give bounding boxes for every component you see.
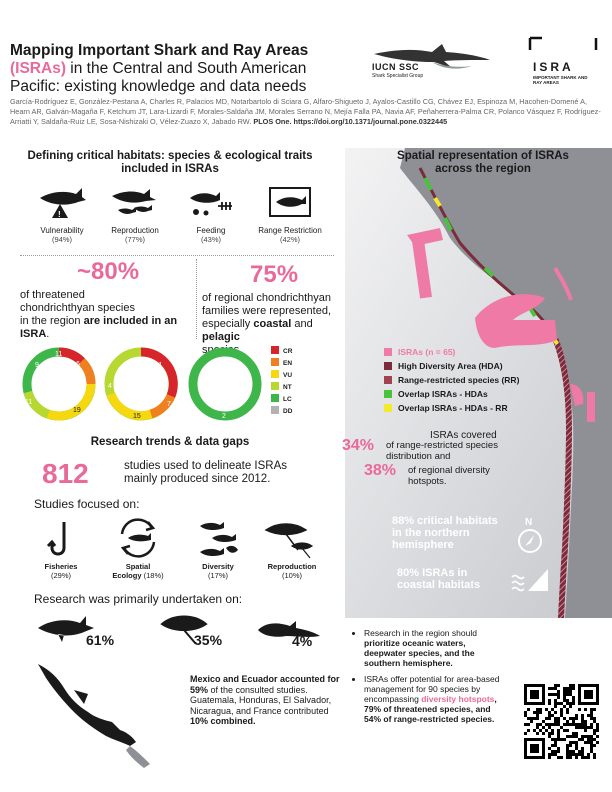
donut-rays bbox=[108, 352, 173, 420]
divider bbox=[20, 255, 334, 256]
trait-feeding bbox=[171, 226, 251, 244]
study-label: Fisheries bbox=[44, 562, 78, 571]
traits-heading: Defining critical habitats: species & ecological traits included in ISRAs bbox=[27, 150, 313, 175]
country-summary bbox=[190, 674, 340, 727]
finding-1 bbox=[364, 628, 504, 668]
map-legend-item bbox=[384, 359, 519, 373]
study-pct: (10%) bbox=[281, 571, 302, 580]
trait-pct: (42%) bbox=[279, 235, 300, 244]
covered-34: 34% bbox=[342, 437, 375, 454]
study-diversity bbox=[178, 562, 258, 580]
finding-1-text: Research in the region should bbox=[364, 628, 477, 638]
legend-swatch bbox=[384, 376, 392, 384]
fishhook-icon bbox=[46, 520, 76, 560]
trait-pct: (77%) bbox=[124, 235, 145, 244]
stat-75: 75% bbox=[250, 261, 299, 288]
legend-swatch bbox=[271, 394, 279, 402]
study-label: Diversity bbox=[202, 562, 234, 571]
trait-vulnerability bbox=[22, 226, 102, 244]
legend-label: DD bbox=[283, 408, 293, 415]
mexico-bold: Mexico and Ecuador accounted for 59% bbox=[190, 674, 340, 695]
stat-80-text bbox=[20, 289, 195, 341]
map-legend-item bbox=[384, 401, 519, 415]
legend-swatch bbox=[271, 406, 279, 414]
donut-label: 9 bbox=[35, 362, 39, 369]
study-label: Spatial bbox=[125, 562, 151, 571]
stat-80-line3: in the region bbox=[20, 315, 81, 327]
donut-label: 15 bbox=[133, 413, 141, 420]
legend-label: Overlap ISRAs - HDAs bbox=[398, 389, 488, 399]
covered-38-line2: hotspots. bbox=[408, 476, 447, 487]
covered-38-line1: of regional diversity bbox=[408, 465, 490, 476]
donut-label: 7 bbox=[167, 401, 171, 408]
donut-label: 11 bbox=[25, 399, 33, 406]
others-text: Guatemala, Honduras, El Salvador, Nicaragua, and France contributed bbox=[190, 695, 332, 716]
studies-focused: Studies focused on: bbox=[34, 497, 140, 511]
stat-75-line3: especially bbox=[202, 318, 251, 330]
study-spatial bbox=[98, 562, 178, 580]
legend-label: VU bbox=[283, 372, 293, 379]
iucn-legend-item bbox=[271, 394, 292, 406]
stat-80-end: . bbox=[46, 328, 50, 340]
studies-812: 812 bbox=[42, 458, 89, 489]
study-label2: Ecology bbox=[112, 571, 142, 580]
covered-34-line2: distribution and bbox=[386, 451, 451, 462]
study-label: Reproduction bbox=[267, 562, 317, 571]
covered-34-line1: of range-restricted species bbox=[386, 440, 498, 451]
iucn-legend-item bbox=[271, 358, 292, 370]
trait-reproduction bbox=[95, 226, 175, 244]
study-reproduction bbox=[252, 562, 332, 580]
donut-label: 19 bbox=[73, 407, 81, 414]
others-bold: 10% combined. bbox=[190, 716, 256, 726]
iucn-legend bbox=[271, 346, 292, 418]
legend-swatch bbox=[384, 390, 392, 398]
research-heading: Research trends & data gaps bbox=[90, 436, 250, 448]
trait-pct: (94%) bbox=[51, 235, 72, 244]
legend-swatch bbox=[384, 362, 392, 370]
authors-text: García-Rodríguez E, González-Pestana A, Charles R, Palacios MD, Notarbartolo di Sciara G, Alfaro-Shigueto J, Ayalos-Castillo CG, Chávez EJ, Espinoza M, Hacohen-Domené A, Hearn AR, Galván-Magaña F, Ketchum JT, Lara-Lizardi F, Morales-Saldaña JM, Morales Serrano N, Mejía Falla PA, Navia AF, Peñaherrera-Palma CR, Polanco Vásquez F, Rodríguez-Arriatti Y, Saldaña-Ruiz LE, Sosa-Nishizaki O, Vélez-Zuazo X, Jabado RW. bbox=[10, 97, 601, 126]
covered-38: 38% bbox=[364, 462, 397, 479]
trait-label: Vulnerability bbox=[40, 226, 84, 235]
trait-pct: (43%) bbox=[200, 235, 221, 244]
stat-80-bold: are included in an ISRA bbox=[20, 315, 178, 340]
studies-line1: studies used to delineate ISRAs bbox=[124, 460, 288, 472]
coastal-stat: 80% ISRAs in coastal habitats bbox=[397, 567, 481, 591]
legend-swatch bbox=[271, 370, 279, 378]
range-icon bbox=[268, 186, 312, 218]
key-findings bbox=[354, 628, 504, 730]
feeding-icon bbox=[188, 186, 236, 218]
finding-2-text: ISRAs offer potential for area-based management for 90 species by encompassing bbox=[364, 674, 500, 704]
covered-38-text bbox=[408, 465, 490, 487]
ray-reproduction-icon bbox=[264, 520, 320, 560]
iucn-legend-item bbox=[271, 346, 292, 358]
central-america-map bbox=[34, 660, 184, 770]
legend-label: Range-restricted species (RR) bbox=[398, 375, 520, 385]
trait-label: Range Restriction bbox=[258, 226, 322, 235]
finding-1-bold: prioritize oceanic waters, deepwater species, and the southern hemisphere. bbox=[364, 638, 475, 668]
stat-80-line2: chondrichthyan species bbox=[20, 302, 135, 314]
legend-swatch bbox=[271, 358, 279, 366]
stat-75-line2: families were represented, bbox=[202, 305, 332, 317]
page-title bbox=[10, 42, 360, 96]
study-pct: (17%) bbox=[207, 571, 228, 580]
citation bbox=[10, 97, 605, 127]
map-legend bbox=[384, 345, 519, 415]
trait-label: Feeding bbox=[196, 226, 226, 235]
study-pct: (29%) bbox=[50, 571, 71, 580]
map-heading-line2: across the region bbox=[435, 163, 531, 175]
diversity-icon bbox=[196, 518, 240, 560]
map-legend-item bbox=[384, 387, 519, 401]
legend-label: ISRAs (n = 65) bbox=[398, 347, 456, 357]
journal-name: PLOS One. bbox=[253, 117, 292, 126]
legend-label: LC bbox=[283, 396, 292, 403]
legend-swatch bbox=[384, 404, 392, 412]
stat-75-and: and bbox=[294, 318, 313, 330]
donut-sharks bbox=[25, 351, 91, 416]
stat-75-line1: of regional chondrichthyan bbox=[202, 292, 332, 304]
shark-family-icon bbox=[110, 186, 158, 218]
legend-swatch bbox=[384, 348, 392, 356]
stat-75-line4: species. bbox=[202, 344, 243, 356]
svg-text:!: ! bbox=[58, 210, 61, 218]
stat-75-pelagic: pelagic bbox=[202, 331, 240, 343]
iucn-sub: Shark Specialist Group bbox=[372, 73, 424, 79]
group-pct-chimaeras: 4% bbox=[292, 633, 313, 649]
title-bold: Mapping Important Shark and Ray Areas bbox=[10, 42, 309, 59]
legend-swatch bbox=[271, 382, 279, 390]
donut-label: 11 bbox=[155, 362, 163, 369]
doi-link[interactable]: https://doi.org/10.1371/journal.pone.0322445 bbox=[293, 117, 448, 126]
study-pct: (18%) bbox=[143, 571, 164, 580]
undertaken-text: Research was primarily undertaken on: bbox=[34, 592, 243, 606]
divider-vertical bbox=[196, 259, 197, 339]
stat-75-coastal: coastal bbox=[253, 318, 292, 330]
mexico-rest: of the consulted studies. bbox=[208, 684, 308, 695]
stat-80-line1: of threatened bbox=[20, 289, 85, 301]
compass-icon bbox=[515, 516, 545, 554]
iucn-legend-item bbox=[271, 382, 292, 394]
shark-warning-icon bbox=[38, 184, 88, 218]
title-pink: (ISRAs) bbox=[10, 60, 66, 77]
iucn-legend-item bbox=[271, 370, 292, 382]
legend-label: Overlap ISRAs - HDAs - RR bbox=[398, 403, 508, 413]
legend-swatch bbox=[271, 346, 279, 354]
map-legend-item bbox=[384, 373, 519, 387]
group-pct-sharks: 61% bbox=[86, 632, 115, 648]
map-legend-item bbox=[384, 345, 519, 359]
donut-label: 2 bbox=[222, 413, 226, 420]
isra-sub: IMPORTANT SHARK AND RAY AREAS bbox=[533, 75, 588, 85]
studies-text bbox=[124, 460, 287, 486]
qr-code-icon[interactable] bbox=[524, 684, 599, 759]
northern-stat: 88% critical habitats in the northern hemisphere bbox=[392, 515, 498, 551]
legend-label: CR bbox=[283, 348, 293, 355]
finding-2-bold: , 79% of threatened species, and 54% of range-restricted species. bbox=[364, 694, 497, 724]
donut-label: 11 bbox=[55, 351, 63, 358]
map-heading-line1: Spatial representation of ISRAs bbox=[397, 150, 569, 162]
finding-2-pink: diversity hotspots bbox=[421, 694, 495, 704]
compass-letter: N bbox=[525, 517, 533, 528]
donut-chimaeras bbox=[193, 352, 257, 420]
stat-80: ~80% bbox=[77, 258, 140, 285]
other-countries bbox=[190, 695, 340, 727]
studies-line2: mainly produced since 2012. bbox=[124, 473, 271, 485]
iucn-legend-item bbox=[271, 406, 292, 418]
title-rest: in the Central and South American Pacific: existing knowledge and data needs bbox=[10, 60, 307, 95]
trait-range bbox=[250, 226, 330, 244]
legend-label: NT bbox=[283, 384, 292, 391]
coastal-wave-icon bbox=[510, 567, 550, 593]
legend-label: EN bbox=[283, 360, 293, 367]
group-pct-rays: 35% bbox=[194, 632, 223, 648]
donut-label: 6 bbox=[76, 361, 80, 368]
spatial-ecology-icon bbox=[116, 516, 160, 560]
study-fisheries bbox=[21, 562, 101, 580]
trait-label: Reproduction bbox=[111, 226, 159, 235]
isra-name: ISRA bbox=[533, 60, 574, 74]
covered-label: ISRAs covered bbox=[430, 430, 497, 441]
legend-label: High Diversity Area (HDA) bbox=[398, 361, 503, 371]
iucn-name: IUCN SSC bbox=[372, 62, 420, 72]
donut-label: 4 bbox=[108, 383, 112, 390]
finding-2 bbox=[364, 674, 504, 724]
iucn-donut-charts bbox=[20, 344, 265, 424]
map-heading bbox=[368, 150, 598, 176]
covered-34-text bbox=[386, 440, 498, 462]
